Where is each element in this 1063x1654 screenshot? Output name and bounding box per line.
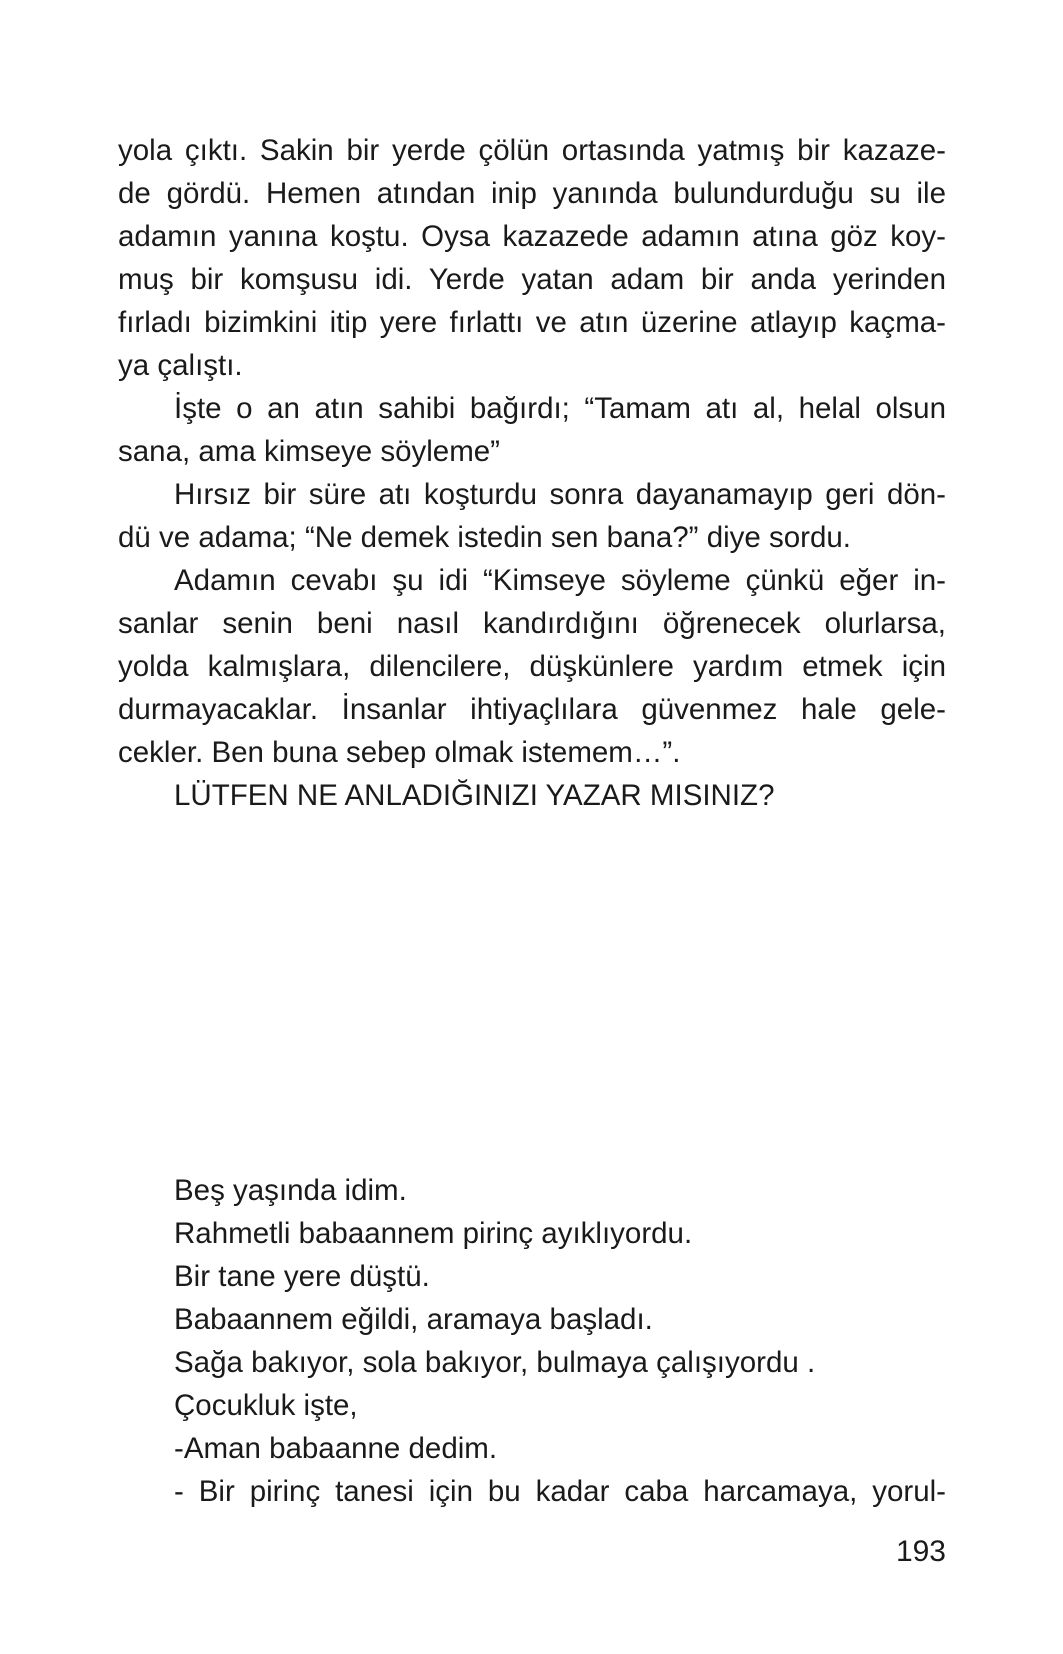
- story-line: cekler. Ben buna sebep olmak istemem…”.: [118, 736, 681, 769]
- story-line: Hırsız bir süre atı koşturdu sonra dayanamayıp geri dön-: [174, 478, 946, 511]
- poem-line: Beş yaşında idim.: [174, 1174, 407, 1207]
- story-line: yola çıktı. Sakin bir yerde çölün ortasında yatmış bir kazaze-: [118, 134, 946, 167]
- poem-line: -Aman babaanne dedim.: [174, 1432, 498, 1465]
- story-line: İşte o an atın sahibi bağırdı; “Tamam atı al, helal olsun: [174, 392, 946, 425]
- story-line: sanlar senin beni nasıl kandırdığını öğrenecek olurlarsa,: [118, 607, 946, 640]
- story-line: de gördü. Hemen atından inip yanında bulundurduğu su ile: [118, 177, 946, 210]
- story-line: sana, ama kimseye söyleme”: [118, 435, 501, 468]
- question-line: LÜTFEN NE ANLADIĞINIZI YAZAR MISINIZ?: [174, 779, 775, 812]
- poem-line: Sağa bakıyor, sola bakıyor, bulmaya çalışıyordu .: [174, 1346, 816, 1379]
- poem-line: Rahmetli babaannem pirinç ayıklıyordu.: [174, 1217, 693, 1250]
- poem-line: Babaannem eğildi, aramaya başladı.: [174, 1303, 653, 1336]
- story-line: adamın yanına koştu. Oysa kazazede adamın atına göz koy-: [118, 220, 946, 253]
- page-number: 193: [895, 1535, 946, 1568]
- story-line: ya çalıştı.: [118, 349, 243, 382]
- story-line: durmayacaklar. İnsanlar ihtiyaçlılara güvenmez hale gele-: [118, 693, 946, 726]
- story-line: Adamın cevabı şu idi “Kimseye söyleme çünkü eğer in-: [174, 564, 946, 597]
- story-line: muş bir komşusu idi. Yerde yatan adam bir anda yerinden: [118, 263, 946, 296]
- poem-text: [118, 1169, 946, 1513]
- poem-line: - Bir pirinç tanesi için bu kadar caba harcamaya, yorul-: [174, 1475, 946, 1508]
- story-line: yolda kalmışlara, dilencilere, düşkünlere yardım etmek için: [118, 650, 946, 683]
- poem-line: Çocukluk işte,: [174, 1389, 358, 1422]
- story-line: dü ve adama; “Ne demek istedin sen bana?” diye sordu.: [118, 521, 852, 554]
- poem-line: Bir tane yere düştü.: [174, 1260, 430, 1293]
- story-line: fırladı bizimkini itip yere fırlattı ve atın üzerine atlayıp kaçma-: [118, 306, 946, 339]
- story-text: [118, 129, 946, 817]
